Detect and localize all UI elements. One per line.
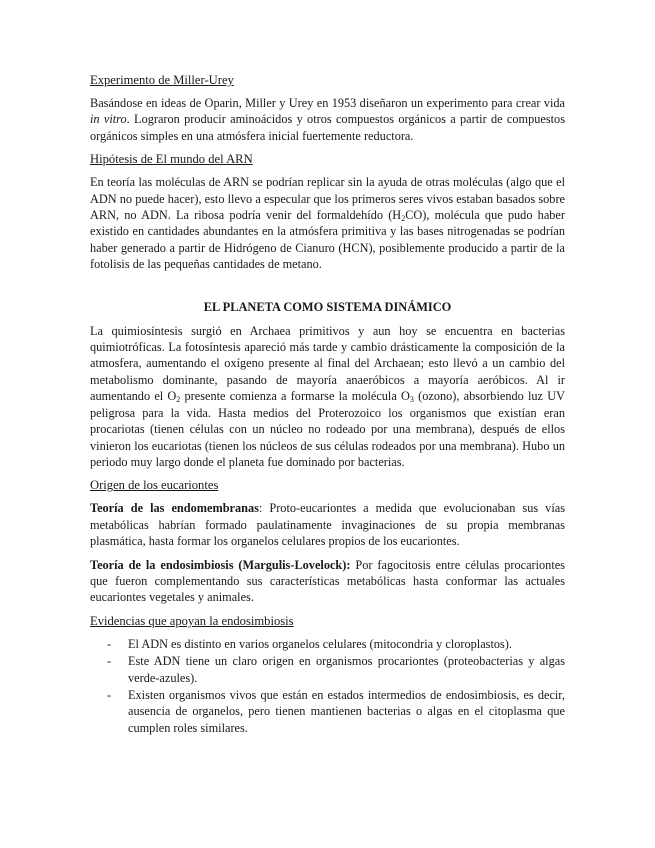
paragraph-mundo-arn: En teoría las moléculas de ARN se podrían replicar sin la ayuda de otras moléculas (algo que el ADN no puede hacer), esto llevo a especular que los primeros seres vivos estaban basados sobre ARN, no ADN. La ribosa podría venir del formaldehído $(H_2CO)$, molécula que pudo haber existido en cantidades abundantes en la atmósfera primitiva y las bases nitrogenadas se podrían haber generado a partir de Hidrógeno de Cianuro (HCN), posiblemente producido a partir de la fotolisis de las pequeñas cantidades de metano. xyxy=(90,175,565,272)
paragraph-planeta: La quimiosíntesis surgió en Archaea primitivos y aun hoy se encuentra en bacterias quimiotróficas. La fotosíntesis apareció más tarde y cambio drásticamente la composición de la atmosfera, aumentando el oxígeno presente al final del Archaean; esto llevó a un cambio del metabolismo dominante, pasando de mayoría anaeróbicos a mayoría aeróbicos. Al ir aumentando el $O_2$ presente comienza a formarse la molécula $O_3$ (ozono), absorbiendo luz UV peligrosa para la vida. Hasta medios del Proterozoico los organismos que existían eran procariotas (tienen células con un núcleo no rodeado por una membrana), después de ellos vinieron los eucariotas (tienen los núcleos de sus células rodeados por una membrana). Hubo un periodo muy largo donde el planeta fue dominado por bacterias. xyxy=(90,323,565,469)
list-item: - Existen organismos vivos que están en estados intermedios de endosimbiosis, es decir, ausencia de organelos, pero tienen mantienen bacterias o algas en el citoplasma que cumplen roles similares. xyxy=(107,687,565,735)
bullet-dash: - xyxy=(107,687,112,702)
section-title-planeta: EL PLANETA COMO SISTEMA DINÁMICO xyxy=(203,299,452,314)
bullet-dash: - xyxy=(107,636,112,651)
list-item: - El ADN es distinto en varios organelos celulares (mitocondria y cloroplastos). xyxy=(107,636,512,651)
document-page xyxy=(90,72,565,737)
evidence-list xyxy=(90,636,565,736)
heading-mundo-arn: Hipótesis de El mundo del ARN xyxy=(90,152,253,167)
bullet-dash: - xyxy=(107,654,112,669)
heading-origen-eucariontes: Origen de los eucariontes xyxy=(90,478,219,493)
paragraph-endomembranas: Teoría de las endomembranas: Proto-eucariontes a medida que evolucionaban sus vías metabólicas habrían formado paulatinamente invaginaciones de su propia membranas plasmática, hasta formar los organelos celulares propios de los eucariontes. xyxy=(90,501,565,549)
paragraph-miller-urey: Basándose en ideas de Oparin, Miller y Urey en 1953 diseñaron un experimento para crear vida in vitro. Lograron producir aminoácidos y otros compuestos orgánicos a partir de compuestos orgánicos simples en una atmósfera inicial fuertemente reductora. xyxy=(90,96,565,143)
list-item: - Este ADN tiene un claro origen en organismos procariontes (proteobacterias y algas verde-azules). xyxy=(107,654,565,685)
heading-evidencias: Evidencias que apoyan la endosimbiosis xyxy=(90,613,294,628)
heading-miller-urey: Experimento de Miller-Urey xyxy=(90,73,234,87)
paragraph-endosimbiosis: Teoría de la endosimbiosis (Margulis-Lovelock): Por fagocitosis entre células procariontes que fueron complementando sus características metabólicas hasta conformar las actuales eucariontes vegetales y animales. xyxy=(90,557,565,605)
